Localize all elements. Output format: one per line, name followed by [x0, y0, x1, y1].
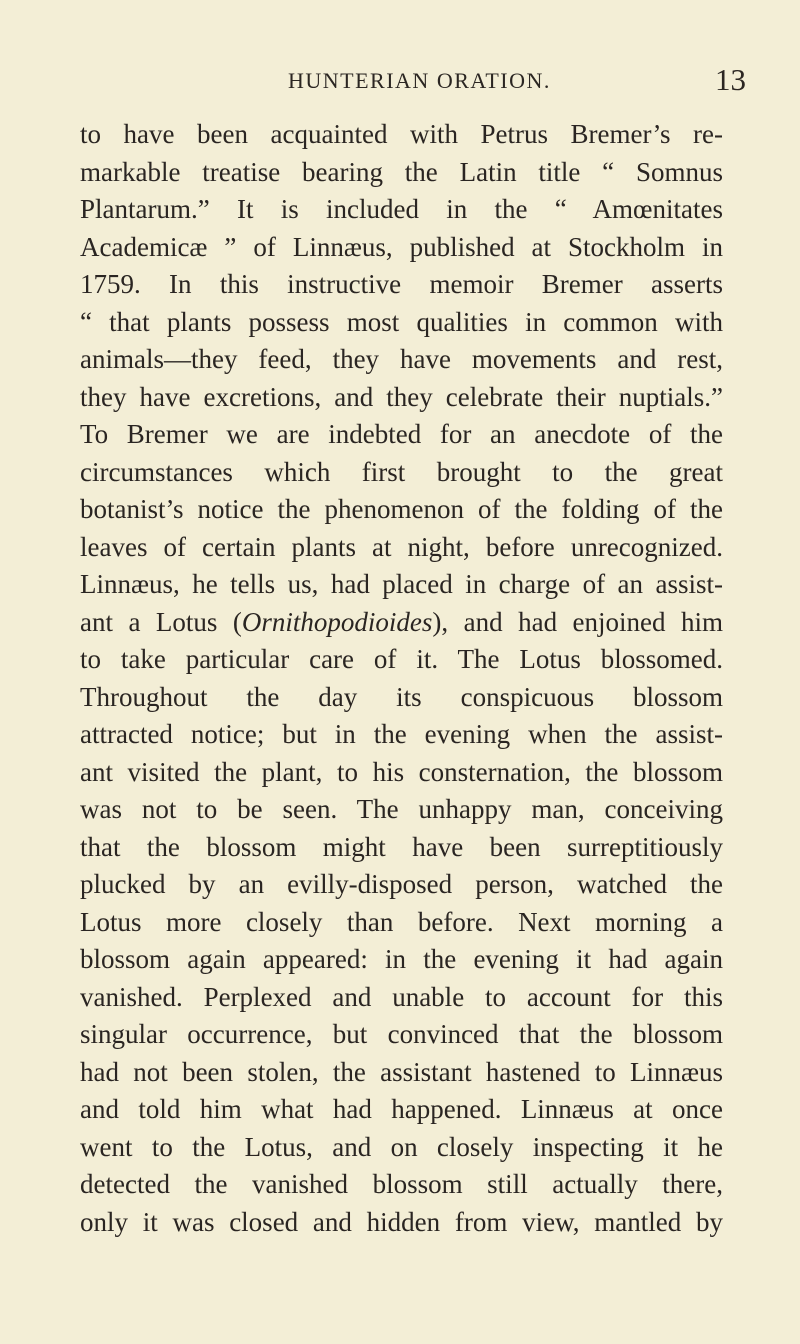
- text-line: had not been stolen, the assistant hastened to Linnæus: [80, 1056, 723, 1087]
- text-line: Linnæus, he tells us, had placed in charge of an assist-: [80, 569, 723, 599]
- body-text: [80, 116, 723, 1241]
- text-line: 1759. In this instructive memoir Bremer asserts: [80, 269, 723, 299]
- text-line: botanist’s notice the phenomenon of the folding of the: [80, 494, 723, 524]
- text-line: animals—they feed, they have movements and rest,: [80, 344, 723, 374]
- text-line: attracted notice; but in the evening when the assist-: [80, 719, 723, 749]
- text-line: went to the Lotus, and on closely inspecting it he: [80, 1131, 723, 1162]
- text-line: Academicæ ” of Linnæus, published at Stockholm in: [80, 231, 723, 262]
- text-line: they have excretions, and they celebrate their nuptials.”: [80, 381, 723, 412]
- text-line: to take particular care of it. The Lotus blossomed.: [80, 644, 723, 674]
- text-line: plucked by an evilly-disposed person, watched the: [80, 869, 723, 899]
- text-line: singular occurrence, but convinced that the blossom: [80, 1019, 723, 1049]
- text-line: ant visited the plant, to his consternation, the blossom: [80, 756, 723, 787]
- text-line: Lotus more closely than before. Next morning a: [80, 906, 723, 937]
- italic-species-name: Ornithopodioides: [241, 606, 433, 637]
- text-line: markable treatise bearing the Latin title “ Somnus: [80, 156, 723, 187]
- text-line: Plantarum.” It is included in the “ Amœnitates: [80, 194, 723, 224]
- text-line: ant a Lotus (Ornithopodioides), and had enjoined him: [80, 606, 723, 637]
- running-title: HUNTERIAN ORATION.: [288, 68, 551, 93]
- text-line: and told him what had happened. Linnæus at once: [80, 1094, 723, 1124]
- running-head: [0, 62, 800, 108]
- text-line: was not to be seen. The unhappy man, conceiving: [80, 794, 723, 824]
- text-line: circumstances which first brought to the great: [80, 456, 723, 487]
- page-number: 13: [715, 62, 746, 97]
- text-line: leaves of certain plants at night, before unrecognized.: [80, 531, 723, 562]
- text-line: To Bremer we are indebted for an anecdote of the: [80, 419, 723, 449]
- text-line: to have been acquainted with Petrus Bremer’s re-: [80, 119, 723, 149]
- text-line: detected the vanished blossom still actually there,: [80, 1169, 723, 1199]
- text-line: vanished. Perplexed and unable to account for this: [80, 981, 723, 1012]
- text-line: “ that plants possess most qualities in common with: [80, 306, 723, 337]
- text-line: that the blossom might have been surreptitiously: [80, 831, 723, 862]
- text-line: only it was closed and hidden from view, mantled by: [80, 1206, 723, 1237]
- text-line: Throughout the day its conspicuous blossom: [80, 681, 723, 712]
- text-line: blossom again appeared: in the evening it had again: [80, 944, 723, 974]
